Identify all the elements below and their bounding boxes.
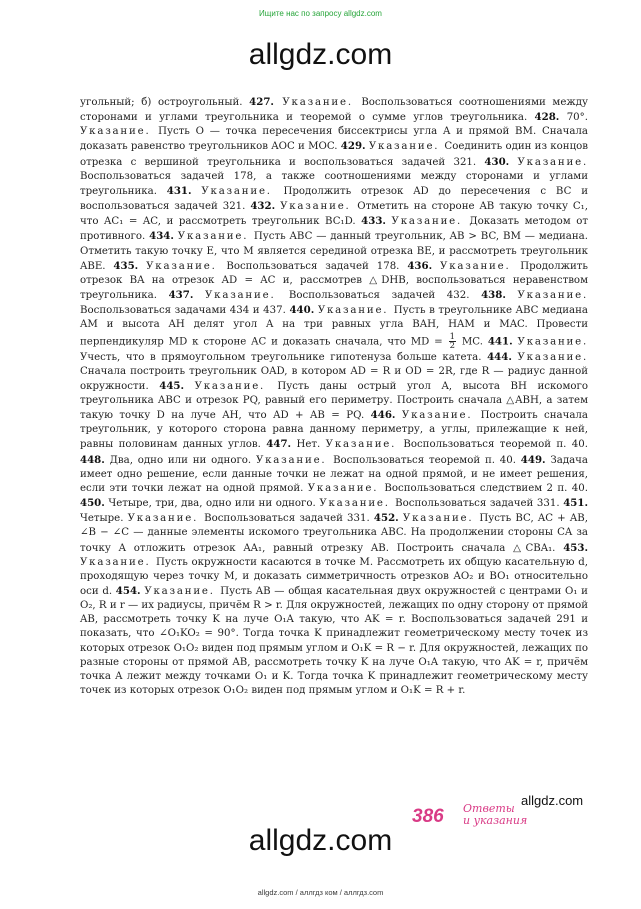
text-segment: Продолжить отрезок BA на отрезок AD = AC и, рассмотрев △DHB, воспользоваться неравенством треугольника. — [80, 260, 588, 302]
hint-label: Указание. — [177, 231, 254, 243]
problem-number: 450. — [80, 497, 105, 510]
text-segment: Пусть BC, AC + AB, ∠B − ∠C — данные элементы искомого треугольника ABC. На продолжении стороны CA за точку A отложить отрезок AA₁, равный отрезку AB. Построить сначала △CBA₁. — [80, 513, 588, 554]
problem-number: 448. — [80, 453, 105, 466]
text-segment: Воспользоваться задачей 178. — [226, 260, 408, 272]
problem-number: 430. — [484, 155, 510, 168]
problem-number: 447. — [266, 438, 292, 451]
hint-label: Указание. — [201, 185, 284, 197]
problem-number: 437. — [168, 289, 194, 302]
watermark-bottom: allgdz.com — [248, 824, 393, 857]
text-segment — [509, 157, 517, 168]
problem-number: 429. — [340, 140, 366, 153]
problem-number: 441. — [487, 335, 513, 347]
text-segment: Воспользоваться задачей 331. — [395, 498, 564, 510]
text-segment: Нет. — [291, 439, 326, 451]
hint-label: Указание. — [205, 290, 289, 302]
text-segment: Воспользоваться задачей 331. — [204, 513, 374, 525]
problem-number: 440. — [289, 304, 315, 317]
search-hint-link[interactable]: Ищите нас по запросу allgdz.com — [259, 9, 382, 18]
text-segment — [506, 290, 518, 301]
text-segment: Пусть в треугольнике ABC медиана AM и высота AH делят угол A на три равных угла BAH, HAM и MAC. Провести перпендикуляр MD к стороне AC и доказать сначала, что MD = — [80, 305, 588, 347]
hint-label: Указание. — [273, 97, 362, 108]
text-segment: Воспользоваться следствием 2 п. 40. — [384, 482, 588, 494]
problem-number: 445. — [159, 379, 185, 392]
text-segment: Сначала построить треугольник OAD, в котором AD = R и OD = 2R, где R — радиус данной окружности. — [80, 365, 588, 392]
text-segment: Четыре. — [80, 513, 128, 525]
text-segment: Пусть AB — общая касательная двух окружностей с центрами O₁ и O₂, R и r — их радиусы, причём R > r. Для окружностей, лежащих по одну сторону от прямой AB, рассмотреть точку K на луче O₁A такую, что AK = r. Воспользоваться задачей 291 и показать, что ∠O₁KO₂ = 90°. Тогда точка K принадлежит геометрическому месту точек из которых отрезок O₁O₂ виден под прямым углом и O₁K = R − r. Для окружностей, лежащих по разные стороны от прямой AB, рассмотреть точку K на луче O₁A такую, что AK = r, причём точка A лежит между точками O₁ и K. Тогда точка K принадлежит геометрическому месту точек из которых отрезок O₁O₂ виден под прямым углом и O₁K = R + r. — [80, 586, 588, 697]
problem-number: 427. — [249, 96, 274, 108]
text-segment: Учесть, что в прямоугольном треугольнике гипотенуза больше катета. — [80, 351, 488, 363]
text-segment: Доказать методом от противного. — [80, 216, 588, 243]
problem-number: 438. — [481, 289, 506, 302]
problem-number: 428. — [534, 111, 560, 124]
hint-label: Указание. — [440, 260, 521, 272]
text-segment: Воспользоваться задачей 432. — [288, 290, 482, 302]
fraction-denominator: 2 — [449, 340, 456, 351]
problem-number: 434. — [149, 230, 174, 243]
text-segment — [184, 381, 195, 392]
text-segment: Задача имеет одно решение, если данные точки не лежат на одной прямой, и не имеет решения, если эти точки лежат на одной прямой. — [80, 454, 588, 494]
problem-number: 433. — [361, 215, 386, 228]
hint-label: Указание. — [391, 216, 470, 228]
text-segment — [138, 261, 146, 272]
hint-label: Указание. — [368, 141, 445, 153]
hint-label: Указание. — [402, 513, 480, 525]
section-label-line2: и указания — [463, 814, 528, 827]
hint-label: Указание. — [307, 482, 385, 494]
text-segment: Отметить на стороне AB такую точку C₁, что AC₁ = AC, и рассмотреть треугольник BC₁D. — [80, 201, 588, 228]
hint-label: Указание. — [255, 454, 334, 466]
text-segment: Пусть ABC — данный треугольник, AB > BC, BM — медиана. Отметить такую точку E, что M является серединой отрезка BE, и рассмотреть треугольник ABE. — [80, 231, 588, 272]
text-segment: Построить сначала треугольник, у которого сторона равна данному периметру, а углы, прилежащие к ней, равны половинам данных углов. — [80, 410, 588, 451]
page-number: 386 — [412, 806, 444, 827]
problem-number: 432. — [250, 200, 276, 213]
hint-label: Указание. — [80, 126, 159, 138]
hint-label: Указание. — [517, 336, 589, 347]
problem-number: 449. — [520, 453, 546, 466]
watermark-top: allgdz.com — [248, 38, 393, 71]
problem-number: 446. — [370, 409, 396, 422]
problem-number: 451. — [563, 497, 588, 510]
text-segment: угольный; б) остроугольный. — [80, 97, 250, 108]
text-segment: Воспользоваться теоремой п. 40. — [333, 454, 521, 466]
text-segment: Воспользоваться теоремой п. 40. — [403, 439, 588, 451]
text-segment: Два, одно или ни одного. — [104, 454, 256, 466]
text-segment: Воспользоваться задачами 434 и 437. — [80, 305, 290, 317]
footer-links[interactable]: allgdz.com / аллгдз ком / аллгдз.com — [257, 888, 384, 897]
problem-number: 444. — [487, 350, 512, 363]
problem-number: 435. — [113, 259, 139, 272]
text-segment — [193, 290, 205, 301]
text-segment — [432, 261, 440, 272]
text-segment: 70°. — [559, 112, 588, 124]
fraction-numerator: 1 — [449, 331, 456, 342]
text-segment: Пусть окружности касаются в точке M. Рассмотреть их общую касательную d, проходящую через точку M, и доказать симметричность отрезков AO₂ и BO₁ относительно оси d. — [80, 556, 588, 597]
hint-label: Указание. — [194, 380, 278, 392]
hint-label: Указание. — [517, 156, 588, 168]
hint-label: Указание. — [280, 201, 358, 213]
problem-number: 452. — [373, 512, 399, 525]
hint-label: Указание. — [127, 513, 205, 525]
text-segment — [192, 186, 202, 197]
hint-label: Указание. — [319, 498, 396, 510]
text-segment: Соединить один из концов отрезка с вершиной треугольника и воспользоваться задачей 321. — [80, 141, 588, 168]
problem-number: 436. — [407, 259, 433, 272]
text-segment: MC. — [457, 336, 488, 347]
text-segment: Четыре, три, два, одно или ни одного. — [104, 498, 320, 510]
watermark-side: allgdz.com — [521, 793, 584, 808]
hint-label: Указание. — [317, 305, 394, 317]
hint-label: Указание. — [146, 260, 227, 272]
hint-label: Указание. — [325, 439, 404, 451]
text-segment: Воспользоваться соотношениями между сторонами и углами треугольника и теоремой о сумме углов треугольника. — [80, 97, 588, 124]
problem-number: 454. — [115, 585, 141, 597]
fraction-one-half — [449, 333, 456, 350]
text-segment: Пусть даны острый угол A, высота BH искомого треугольника ABC и отрезок PQ, равный его периметру. Построить сначала △ABH, а затем такую точку D на луче AH, что AD + AB = PQ. — [80, 380, 588, 422]
answers-paragraph — [80, 95, 588, 698]
text-segment: Воспользоваться задачей 178, а также соотношениями между сторонами и углами треугольника. — [80, 170, 588, 197]
hint-label: Указание. — [517, 351, 588, 363]
problem-number: 431. — [166, 184, 192, 197]
hint-label: Указание. — [80, 556, 157, 568]
hint-label: Указание. — [144, 586, 221, 597]
section-label-line1: Ответы — [463, 802, 515, 815]
text-segment: Пусть O — точка пересечения биссектрисы угла A и прямой BM. Сначала доказать равенство треугольников AOC и MOC. — [80, 126, 588, 153]
problem-number: 453. — [563, 541, 588, 554]
hint-label: Указание. — [401, 410, 481, 422]
text-segment: Продолжить отрезок AD до пересечения с BC и воспользоваться задачей 321. — [80, 185, 588, 213]
hint-label: Указание. — [517, 290, 588, 302]
